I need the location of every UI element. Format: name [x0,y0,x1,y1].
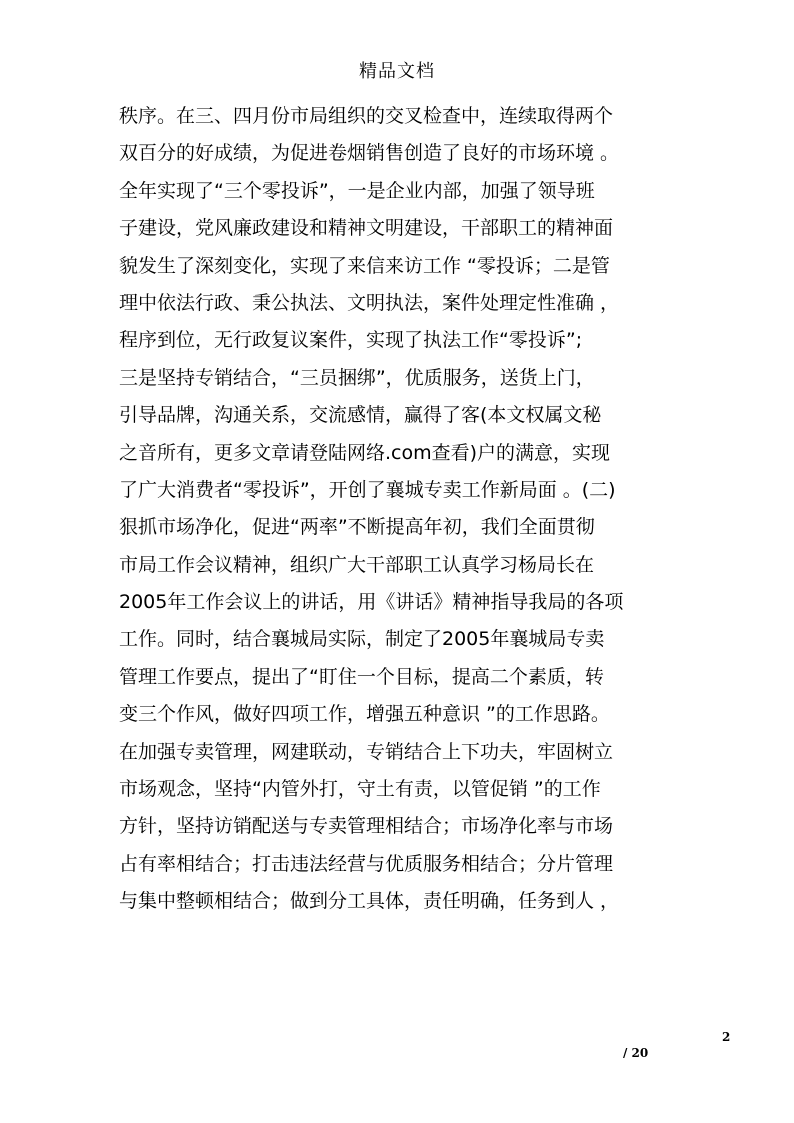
body-line: 双百分的好成绩，为促进卷烟销售创造了良好的市场环境 。 [119,142,620,165]
body-line: 与集中整顿相结合；做到分工具体，责任明确，任务到人 ， [119,890,620,913]
body-line: 程序到位，无行政复议案件，实现了执法工作“零投诉”; [119,329,583,352]
body-line: 三是坚持专销结合，“三员捆绑”，优质服务，送货上门， [119,366,595,389]
body-line: 了广大消费者“零投诉”，开创了襄城专卖工作新局面 。(二) [119,478,616,501]
body-line: 2005年工作会议上的讲话，用《讲话》精神指导我局的各项 [119,591,624,614]
body-line: 占有率相结合；打击违法经营与优质服务相结合；分片管理 [119,852,614,875]
page-total: / 20 [623,1046,649,1060]
body-line: 理中依法行政、秉公执法、文明执法，案件处理定性准确 ， [119,291,620,314]
body-line: 方针，坚持访销配送与专卖管理相结合；市场净化率与市场 [119,815,614,838]
page-number: 2 [722,1030,731,1044]
body-line: 市局工作会议精神，组织广大干部职工认真学习杨局长在 [119,553,595,576]
body-line: 管理工作要点，提出了“盯住一个目标，提高二个素质，转 [119,665,604,688]
body-line: 引导品牌，沟通关系，交流感情，赢得了客(本文权属文秘 [119,404,602,427]
body-line: 市场观念，坚持“内管外打，守土有责，以管促销 ”的工作 [119,778,601,801]
body-line: 全年实现了“三个零投诉”，一是企业内部，加强了领导班 [119,179,595,202]
body-line: 貌发生了深刻变化，实现了来信来访工作 “零投诉；二是管 [119,254,610,277]
body-line: 之音所有，更多文章请登陆网络.com查看)户的满意，实现 [119,441,611,464]
body-line: 在加强专卖管理，网建联动，专销结合上下功夫，牢固树立 [119,740,614,763]
body-line: 狠抓市场净化，促进“两率”不断提高年初，我们全面贯彻 [119,516,595,539]
document-body [119,98,679,921]
body-line: 子建设，党风廉政建设和精神文明建设，干部职工的精神面 [119,217,614,240]
body-line: 秩序。在三、四月份市局组织的交叉检查中，连续取得两个 [119,105,614,127]
page-header-title: 精品文档 [359,61,435,82]
body-line: 工作。同时，结合襄城局实际，制定了2005年襄城局专卖 [119,628,605,651]
body-line: 变三个作风，做好四项工作，增强五种意识 ”的工作思路。 [119,703,610,726]
